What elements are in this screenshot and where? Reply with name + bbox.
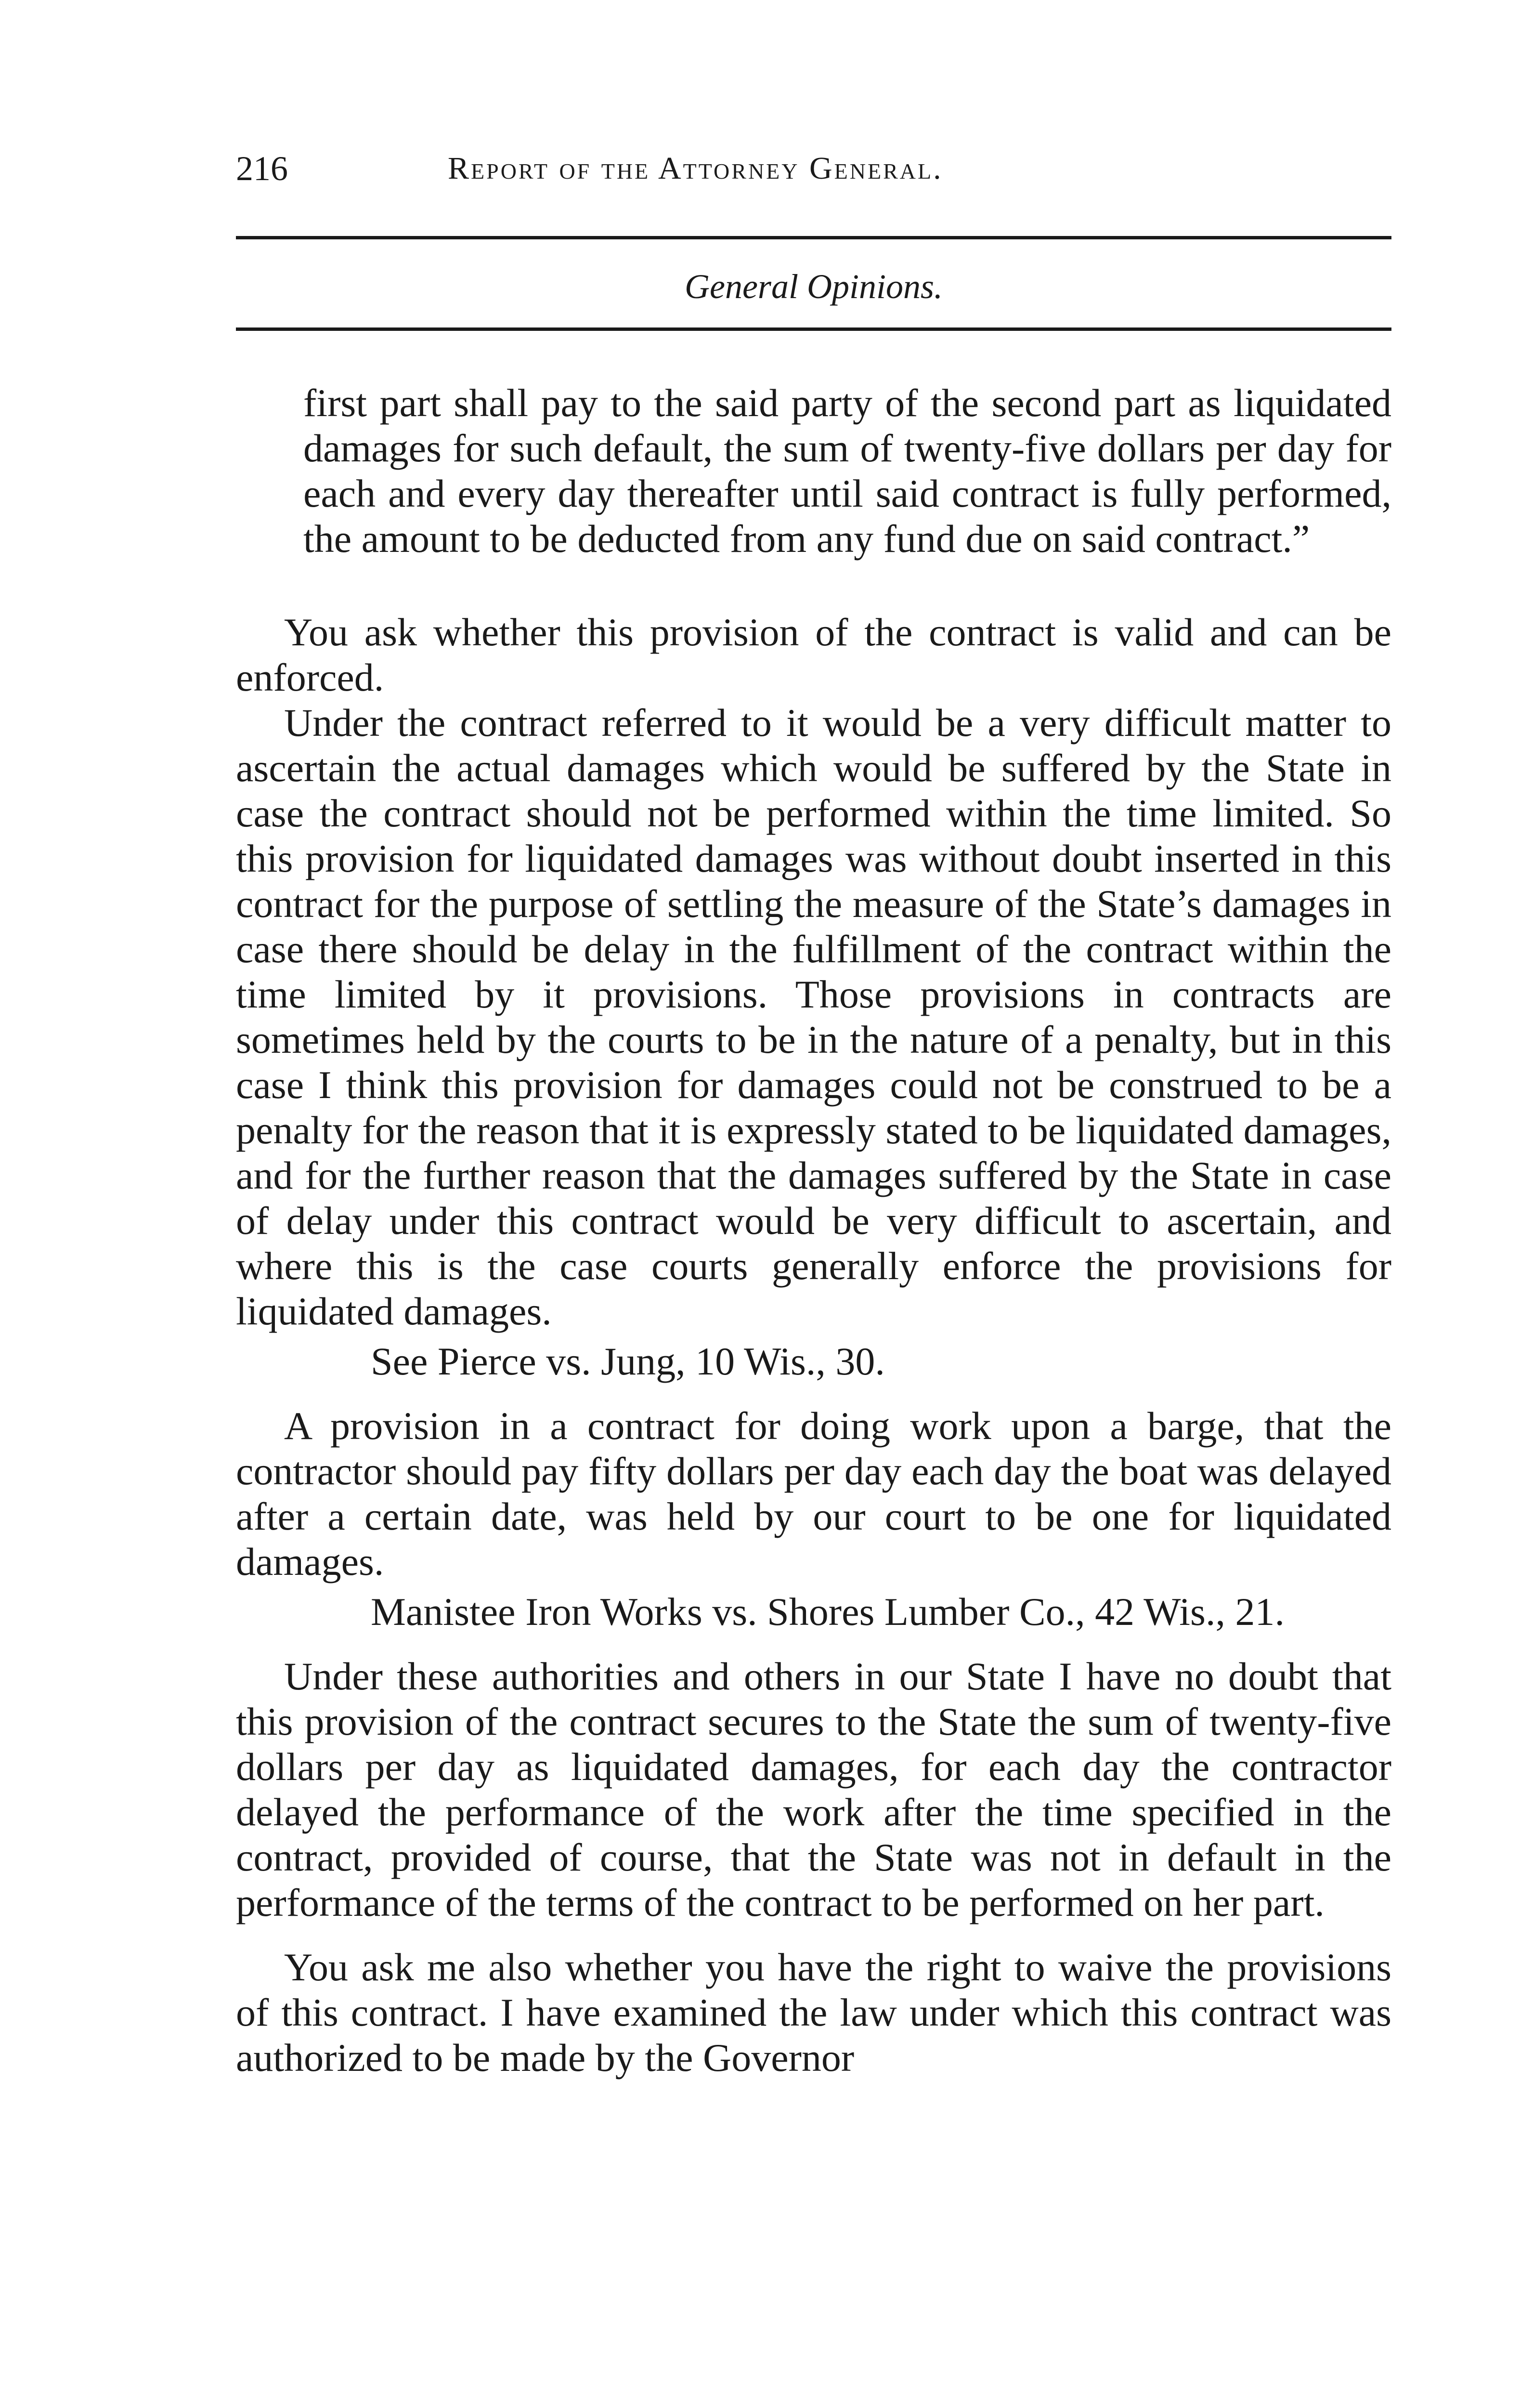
page-header <box>236 144 1391 202</box>
header-rule-top <box>236 236 1391 239</box>
paragraph-validity-question: You ask whether this provision of the contract is valid and can be enforced. <box>236 610 1391 699</box>
running-title: Report of the Attorney General. <box>448 151 943 186</box>
paragraph-liquidated-damages-analysis: Under the contract referred to it would be a very difficult matter to ascertain the actual damages which would be suffered by the State in case the contract should not be performed within the time limited. So this provision for liquidated damages was without doubt inserted in this contract for the purpose of settling the measure of the State’s damages in case there should be delay in the fulfillment of the contract within the time limited by it provisions. Those provisions in contracts are sometimes held by the courts to be in the nature of a penalty, but in this case I think this provision for damages could not be construed to be a penalty for the reason that it is expressly stated to be liquidated damages, and for the further reason that the damages suffered by the State in case of delay under this contract would be very difficult to ascertain, and where this is the case courts generally enforce the provisions for liquidated damages. <box>236 701 1391 1333</box>
section-heading: General Opinions. <box>685 267 943 306</box>
paragraph-authorities-conclusion: Under these authorities and others in our State I have no doubt that this provision of the contract secures to the State the sum of twenty-five dollars per day as liquidated damages, for each day the contractor delayed the performance of the work after the time specified in the contract, provided of course, that the State was not in default in the performance of the terms of the contract to be performed on her part. <box>236 1654 1391 1924</box>
header-rule-bottom <box>236 327 1391 331</box>
quoted-contract-continuation: first part shall pay to the said party of the second part as liquidated damages for such default, the sum of twenty-five dollars per day for each and every day thereafter until said contract is fully performed, the amount to be deducted from any fund due on said contract.” <box>303 381 1391 561</box>
paragraph-waiver-question: You ask me also whether you have the right to waive the provisions of this contract. I have examined the law under which this contract was authorized to be made by the Governor <box>236 1945 1391 2080</box>
citation-pierce-vs-jung: See Pierce vs. Jung, 10 Wis., 30. <box>371 1339 885 1383</box>
paragraph-barge-provision: A provision in a contract for doing work upon a barge, that the contractor should pay fifty dollars per day each day the boat was delayed after a certain date, was held by our court to be one for liquidated damages. <box>236 1404 1391 1584</box>
citation-manistee-iron-works: Manistee Iron Works vs. Shores Lumber Co., 42 Wis., 21. <box>371 1590 1285 1634</box>
page-number: 216 <box>236 149 288 188</box>
body-text <box>236 380 1391 2081</box>
